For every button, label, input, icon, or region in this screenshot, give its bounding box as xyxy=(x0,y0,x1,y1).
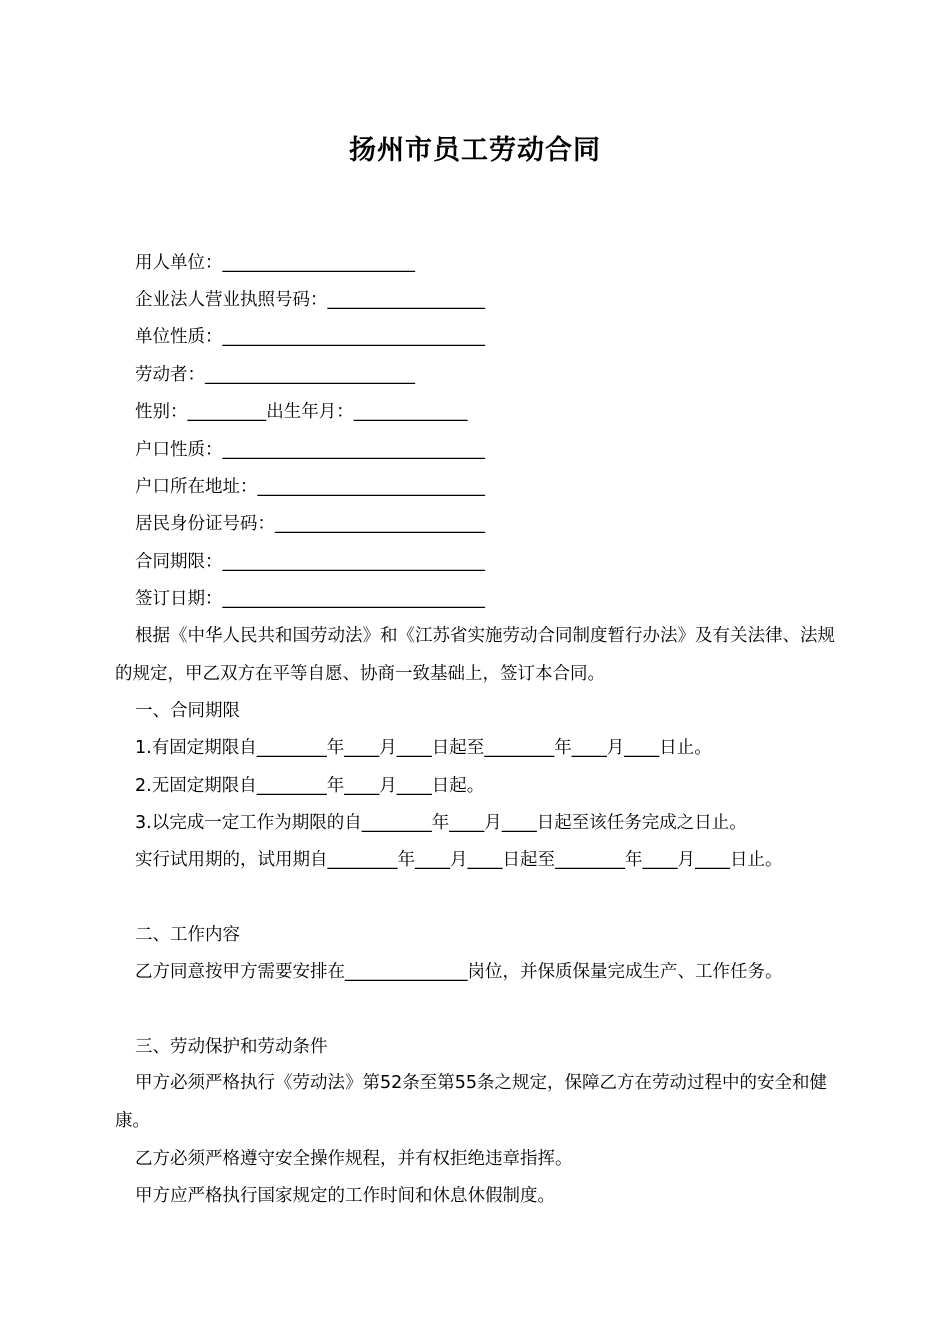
section1-heading: 一、合同期限 xyxy=(135,701,240,721)
preamble-paragraph: 根据《中华人民共和国劳动法》和《江苏省实施劳动合同制度暂行办法》及有关法律、法规的规定，甲乙双方在平等自愿、协商一致基础上，签订本合同。 xyxy=(115,626,835,684)
section3-paragraph2: 乙方必须严格遵守安全操作规程，并有权拒绝违章指挥。 xyxy=(135,1149,573,1169)
unit-nature-field: 单位性质：______________________________ xyxy=(135,327,485,347)
section3-heading: 三、劳动保护和劳动条件 xyxy=(135,1037,328,1057)
household-type-field: 户口性质：______________________________ xyxy=(135,440,485,460)
id-number-field: 居民身份证号码：________________________ xyxy=(135,514,485,534)
sign-date-field: 签订日期：______________________________ xyxy=(135,589,485,609)
section2-heading: 二、工作内容 xyxy=(135,925,240,945)
license-number-field: 企业法人营业执照号码：__________________ xyxy=(135,290,485,310)
gender-birth-field: 性别：_________出生年月：_____________ xyxy=(135,402,468,422)
probation-clause: 实行试用期的，试用期自________年____月____日起至________年____月____日止。 xyxy=(135,850,783,870)
contract-term-field: 合同期限：______________________________ xyxy=(135,552,485,572)
document-title: 扬州市员工劳动合同 xyxy=(349,135,601,166)
section1-item1: 1.有固定期限自________年____月____日起至________年____月____日止。 xyxy=(135,738,712,758)
worker-field: 劳动者：________________________ xyxy=(135,365,415,385)
section2-text: 乙方同意按甲方需要安排在______________岗位，并保质保量完成生产、工作任务。 xyxy=(135,962,783,982)
section3-paragraph3: 甲方应严格执行国家规定的工作时间和休息休假制度。 xyxy=(135,1186,555,1206)
section3-paragraph1: 甲方必须严格执行《劳动法》第52条至第55条之规定，保障乙方在劳动过程中的安全和健康。 xyxy=(115,1073,828,1131)
household-address-field: 户口所在地址：__________________________ xyxy=(135,477,485,497)
employer-field: 用人单位：______________________ xyxy=(135,253,415,273)
section1-item2: 2.无固定期限自________年____月____日起。 xyxy=(135,776,485,796)
section1-item3: 3.以完成一定工作为期限的自________年____月____日起至该任务完成之日止。 xyxy=(135,813,747,833)
